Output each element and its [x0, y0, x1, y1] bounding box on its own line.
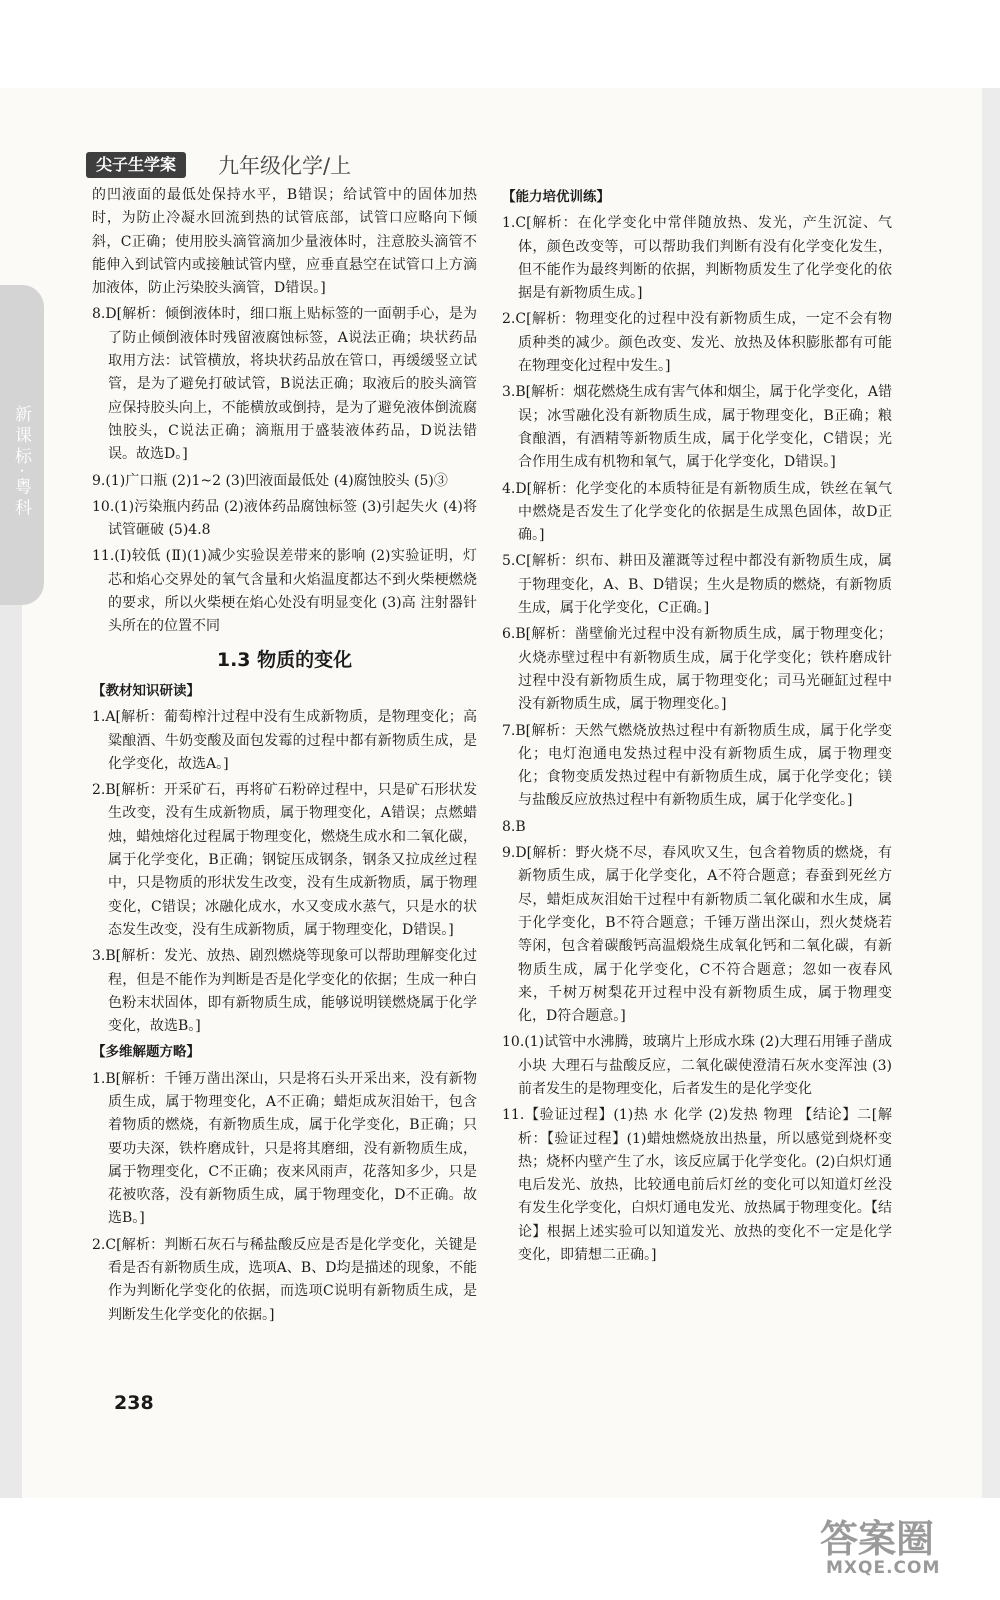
section-heading: 1.3 物质的变化: [216, 648, 353, 671]
training-answer-5: 5.C[解析：织布、耕田及灌溉等过程中都没有新物质生成，属于物理变化，A、B、D错误；生火是物质的燃烧，有新物质生成，属于化学变化，C正确。]: [502, 553, 892, 617]
training-answer-3: 3.B[解析：烟花燃烧生成有害气体和烟尘，属于化学变化，A错误；冰雪融化没有新物质生成，属于物理变化，B正确；粮食酿酒，有酒精等新物质生成，属于化学变化，C错误；光合作用生成有机物和氧气，属于化学变化，D错误。]: [502, 384, 892, 471]
training-answer-6: 6.B[解析：凿壁偷光过程中没有新物质生成，属于物理变化；火烧赤壁过程中有新物质生成，属于化学变化；铁杵磨成针过程中没有新物质生成，属于物理变化；司马光砸缸过程中没有新物质生成，属于物理变化。]: [502, 626, 892, 713]
training-answer-10: 10.(1)试管中水沸腾，玻璃片上形成水珠 (2)大理石用锤子凿成小块 大理石与盐酸反应，二氧化碳使澄清石灰水变浑浊 (3)前者发生的是物理变化，后者发生的是化学变化: [502, 1034, 892, 1097]
answer-8: 8.D[解析：倾倒液体时，细口瓶上贴标签的一面朝手心，是为了防止倾倒液体时残留液腐蚀标签，A说法正确；块状药品取用方法：试管横放，将块状药品放在管口，再缓缓竖立试管，是为了避免打破试管，B说法正确；取液后的胶头滴管应保持胶头向上，不能横放或倒持，是为了避免液体倒流腐蚀胶头，C说法正确；滴瓶用于盛装液体药品，D说法错误。故选D。]: [92, 306, 477, 463]
training-answer-9: 9.D[解析：野火烧不尽，春风吹又生，包含着物质的燃烧，有新物质生成，属于化学变化，A不符合题意；春蚕到死丝方尽，蜡炬成灰泪始干过程中有新物质二氧化碳和水生成，属于化学变化，B不符合题意；千锤万凿出深山，烈火焚烧若等闲，包含着碳酸钙高温煅烧生成氧化钙和二氧化碳，有新物质生成，属于化学变化，C不符合题意；忽如一夜春风来，千树万树梨花开过程中没有新物质生成，属于物理变化，D符合题意。]: [502, 845, 892, 1025]
answer-10: 10.(1)污染瓶内药品 (2)液体药品腐蚀标签 (3)引起失火 (4)将试管砸破 (5)4.8: [92, 498, 477, 539]
answer-9: 9.(1)广口瓶 (2)1~2 (3)凹液面最低处 (4)腐蚀胶头 (5)③: [92, 472, 448, 489]
right-column: [502, 184, 892, 1270]
page-edge: [982, 88, 1000, 1498]
top-margin: [0, 0, 1000, 88]
strategy-answer-1: 1.B[解析：千锤万凿出深山，只是将石头开采出来，没有新物质生成，属于物理变化，A不正确；蜡炬成灰泪始干，包含着物质的燃烧，有新物质生成，属于化学变化，B正确；只要功夫深，铁杵磨成针，只是将其磨细，没有新物质生成，属于物理变化，C不正确；夜来风雨声，花落知多少，只是花被吹落，没有新物质生成，属于物理变化，D不正确。故选B。]: [92, 1070, 477, 1227]
watermark-text: 答案圈: [820, 1517, 935, 1561]
strategy-answer-2: 2.C[解析：判断石灰石与稀盐酸反应是否是化学变化，关键是看是否有新物质生成，选项A、B、D均是描述的现象，不能作为判断化学变化的依据，而选项C说明有新物质生成，是判断发生化学变化的依据。]: [92, 1236, 477, 1323]
answer-2: 2.B[解析：开采矿石，再将矿石粉碎过程中，只是矿石形状发生改变，没有生成新物质，属于物理变化，A错误；点燃蜡烛，蜡烛熔化过程属于物理变化，燃烧生成水和二氧化碳，属于化学变化，B正确；钢锭压成钢条，钢条又拉成丝过程中，只是物质的形状发生改变，没有生成新物质，属于物理变化，C错误；冰融化成水，水又变成水蒸气，只是水的状态发生改变，没有生成新物质，属于物理变化，D错误。]: [92, 782, 477, 938]
answer-1: 1.A[解析：葡萄榨汁过程中没有生成新物质，是物理变化；高粱酿酒、牛奶变酸及面包发霉的过程中都有新物质生成，是化学变化，故选A。]: [92, 709, 477, 772]
training-answer-11: 11.【验证过程】(1)热 水 化学 (2)发热 物理 【结论】二[解析：【验证过程】(1)蜡烛燃烧放出热量，所以感觉到烧杯变热；烧杯内壁产生了水，该反应属于化学变化。(2)白炽灯通电后发光、放热，比较通电前后灯丝的变化可以知道灯丝没有发生化学变化，白炽灯通电发光、放热属于物理变化。【结论】根据上述实验可以知道发光、放热的变化不一定是化学变化，即猜想二正确。]: [502, 1107, 892, 1264]
continued-answer: 的凹液面的最低处保持水平，B错误；给试管中的固体加热时，为防止冷凝水回流到热的试管底部，试管口应略向下倾斜，C正确；使用胶头滴管滴加少量液体时，注意胶头滴管不能伸入到试管内或接触试管内壁，应垂直悬空在试管口上方滴加液体，防止污染胶头滴管，D错误。]: [92, 187, 477, 297]
section-label-textbook: 【教材知识研读】: [92, 682, 200, 699]
page-number: 238: [114, 1392, 154, 1414]
left-column: [92, 184, 477, 1330]
side-label: 新课标·粤科: [11, 405, 31, 520]
watermark-logo: [820, 1508, 980, 1588]
brand-badge: 尖子生学案: [86, 152, 186, 178]
section-label-training: 【能力培优训练】: [502, 189, 610, 205]
answer-3: 3.B[解析：发光、放热、剧烈燃烧等现象可以帮助理解变化过程，但是不能作为判断是否是化学变化的依据；生成一种白色粉末状固体，即有新物质生成，能够说明镁燃烧属于化学变化，故选B。]: [92, 948, 477, 1035]
watermark-url: MXQE.COM: [826, 1558, 941, 1578]
training-answer-4: 4.D[解析：化学变化的本质特征是有新物质生成，铁丝在氧气中燃烧是否发生了化学变化的依据是生成黑色固体，故D正确。]: [502, 480, 892, 544]
subject-title: 九年级化学/上: [218, 154, 352, 178]
section-label-strategy: 【多维解题方略】: [92, 1044, 200, 1061]
training-answer-8: 8.B: [502, 818, 526, 835]
training-answer-1: 1.C[解析：在化学变化中常伴随放热、发光，产生沉淀、气体，颜色改变等，可以帮助我们判断有没有化学变化发生，但不能作为最终判断的依据，判断物质发生了化学变化的依据是有新物质生成。]: [502, 215, 892, 302]
training-answer-2: 2.C[解析：物理变化的过程中没有新物质生成，一定不会有物质种类的减少。颜色改变、发光、放热及体积膨胀都有可能在物理变化过程中发生。]: [502, 311, 892, 375]
answer-11: 11.(Ⅰ)较低 (Ⅱ)(1)减少实验误差带来的影响 (2)实验证明，灯芯和焰心交界处的氧气含量和火焰温度都达不到火柴梗燃烧的要求，所以火柴梗在焰心处没有明显变化 (3)高 注射器针头所在的位置不同: [92, 548, 477, 635]
training-answer-7: 7.B[解析：天然气燃烧放热过程中有新物质生成，属于化学变化；电灯泡通电发热过程中没有新物质生成，属于物理变化；食物变质发热过程中有新物质生成，属于化学变化；镁与盐酸反应放热过程中有新物质生成，属于化学变化。]: [502, 722, 892, 809]
side-strip: [0, 605, 22, 1498]
